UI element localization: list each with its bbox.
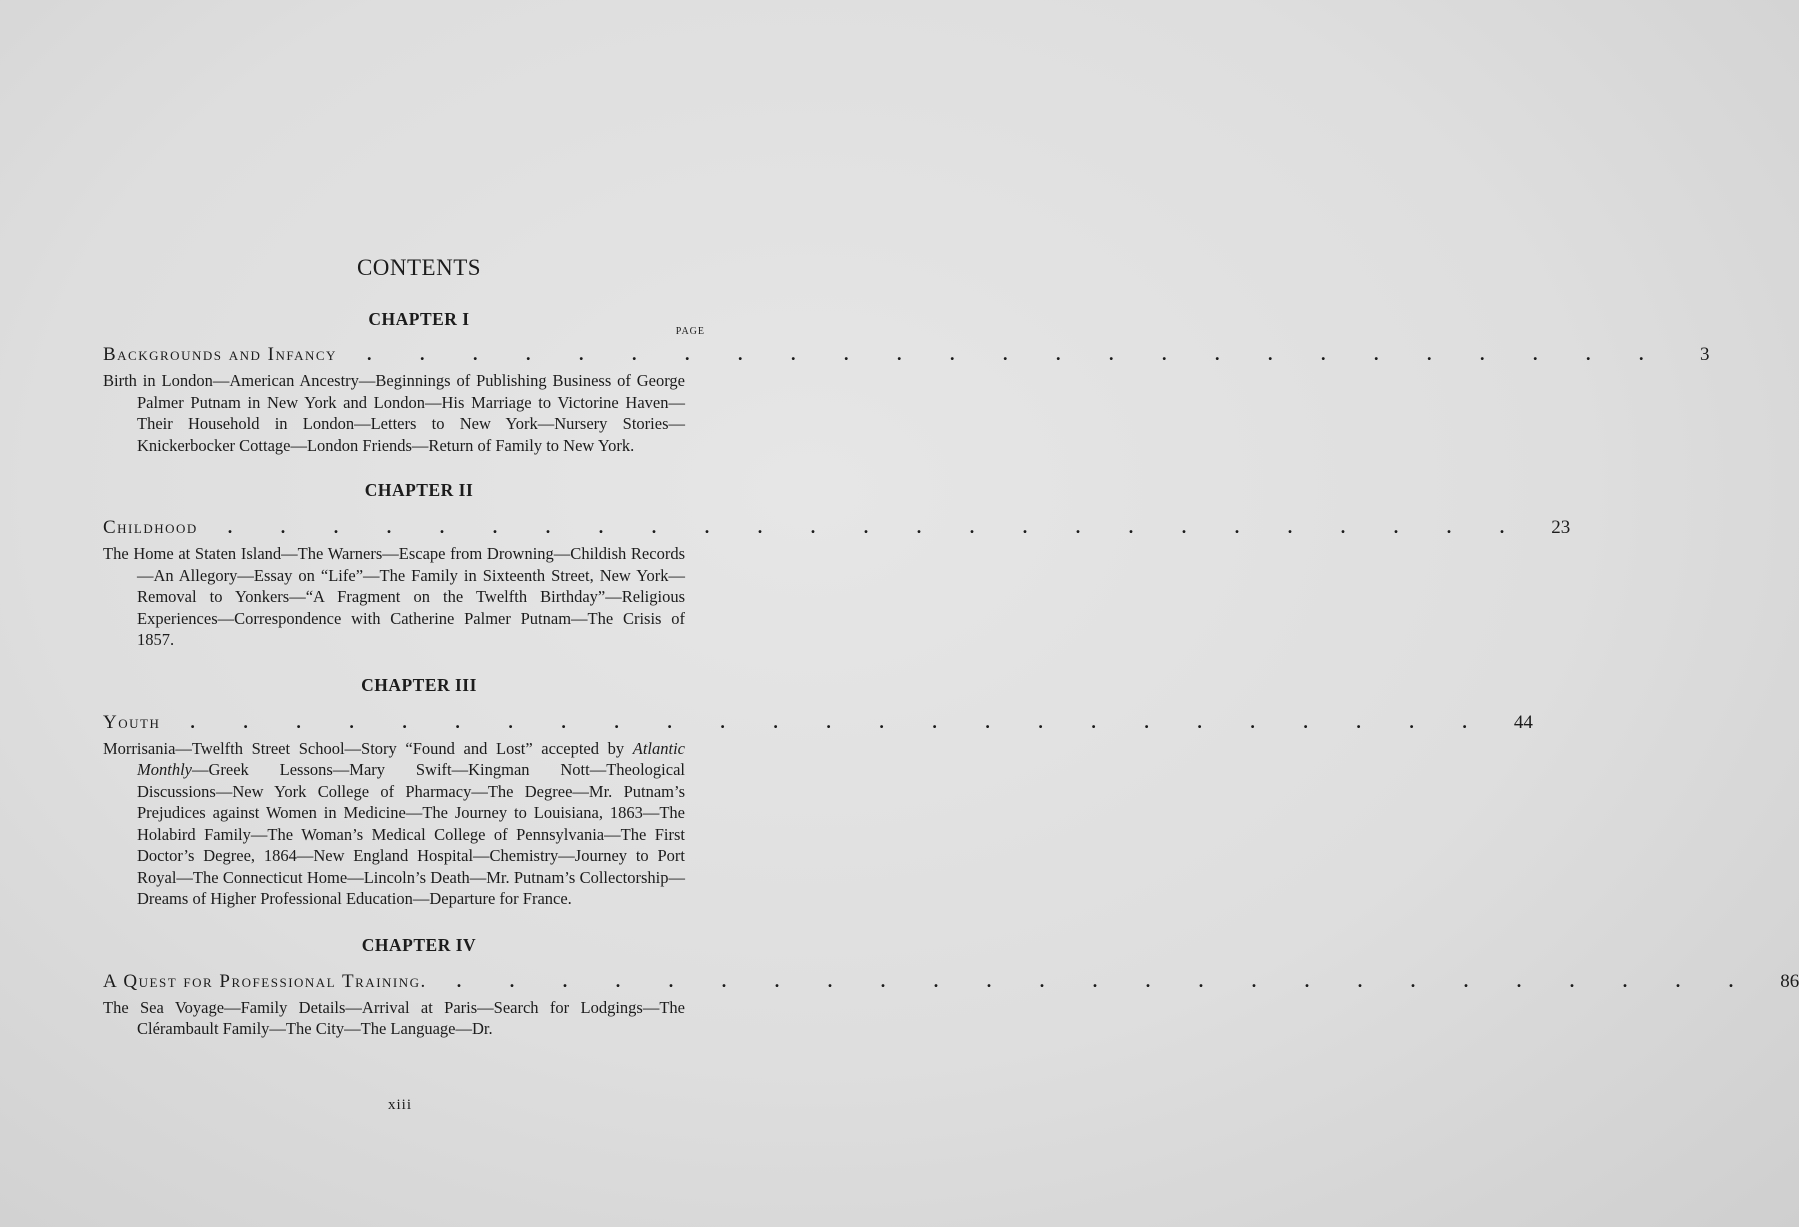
chapter-summary: Birth in London—American Ancestry—Beginnings of Publishing Business of George Palmer Putnam in New York and London—His Marriage to Victorine Haven—Their Household in London—Letters to New York—Nursery Stories—Knickerbocker Cottage—London Friends—Return of Family to New York. <box>103 371 685 455</box>
chapter-summary: The Home at Staten Island—The Warners—Escape from Drowning—Childish Records—An Allegory—Essay on “Life”—The Family in Sixteenth Street, New York—Removal to Yonkers—“A Fragment on the Twelfth Birthday”—Religious Experiences—Correspondence with Catherine Palmer Putnam—The Crisis of 1857. <box>103 544 685 649</box>
chapter-page-number: 44 <box>1513 711 1533 733</box>
chapter-entry <box>103 970 1799 993</box>
chapter-heading: CHAPTER III <box>361 674 477 695</box>
chapter-4 <box>103 934 1799 1040</box>
dot-leader: . . . . . . . . . . . . . . . . . . . . . . . . . <box>366 344 1666 364</box>
periodical-title: Atlantic Monthly <box>137 738 685 779</box>
chapter-title: Backgrounds and Infancy <box>103 344 337 365</box>
chapter-title: A Quest for Professional Training. <box>103 970 427 992</box>
dot-leader: . . . . . . . . . . . . . . . . . . . . . . . . . <box>227 517 1527 537</box>
chapter-heading: CHAPTER I <box>368 309 470 329</box>
chapter-page-number: 3 <box>1699 344 1710 365</box>
chapter-heading: CHAPTER II <box>364 480 474 500</box>
chapter-title: Youth <box>103 711 161 733</box>
summary-text: —Greek Lessons—Mary Swift—Kingman Nott—Theological Discussions—New York College of Pharmacy—The Degree—Mr. Putnam’s Prejudices against Women in Medicine—The Journey to Louisiana, 1863—The Holabird Family—The Woman’s Medical College of Pennsylvania—The First Doctor’s Degree, 1864—New England Hospital—Chemistry—Journey to Port Royal—The Connecticut Home—Lincoln’s Death—Mr. Putnam’s Collectorship—Dreams of Higher Professional Education—Departure for France. <box>137 760 685 908</box>
page-column-label: PAGE <box>675 326 705 337</box>
chapter-summary <box>103 738 685 910</box>
chapter-heading: CHAPTER IV <box>361 934 477 955</box>
chapter-page-number: 86 <box>1780 970 1799 992</box>
chapter-entry <box>103 711 1533 734</box>
dot-leader: . . . . . . . . . . . . . . . . . . . . . . . . . <box>190 711 1489 732</box>
chapter-3 <box>103 674 1533 910</box>
chapter-entry <box>103 517 1571 539</box>
chapter-entry <box>103 344 1710 366</box>
chapter-summary: The Sea Voyage—Family Details—Arrival at Paris—Search for Lodgings—The Clérambault Family—The City—The Language—Dr. <box>103 997 685 1038</box>
chapter-1 <box>103 308 1710 456</box>
summary-text: Morrisania—Twelfth Street School—Story “Found and Lost” accepted by <box>103 738 633 758</box>
dot-leader: . . . . . . . . . . . . . . . . . . . . . . . . . <box>456 970 1756 991</box>
contents-page <box>103 255 1799 1040</box>
chapter-page-number: 23 <box>1551 517 1571 538</box>
chapter-2 <box>103 479 1571 651</box>
chapter-title: Childhood <box>103 517 198 538</box>
page-title: CONTENTS <box>356 255 482 280</box>
folio-page-number: xiii <box>387 1097 412 1113</box>
